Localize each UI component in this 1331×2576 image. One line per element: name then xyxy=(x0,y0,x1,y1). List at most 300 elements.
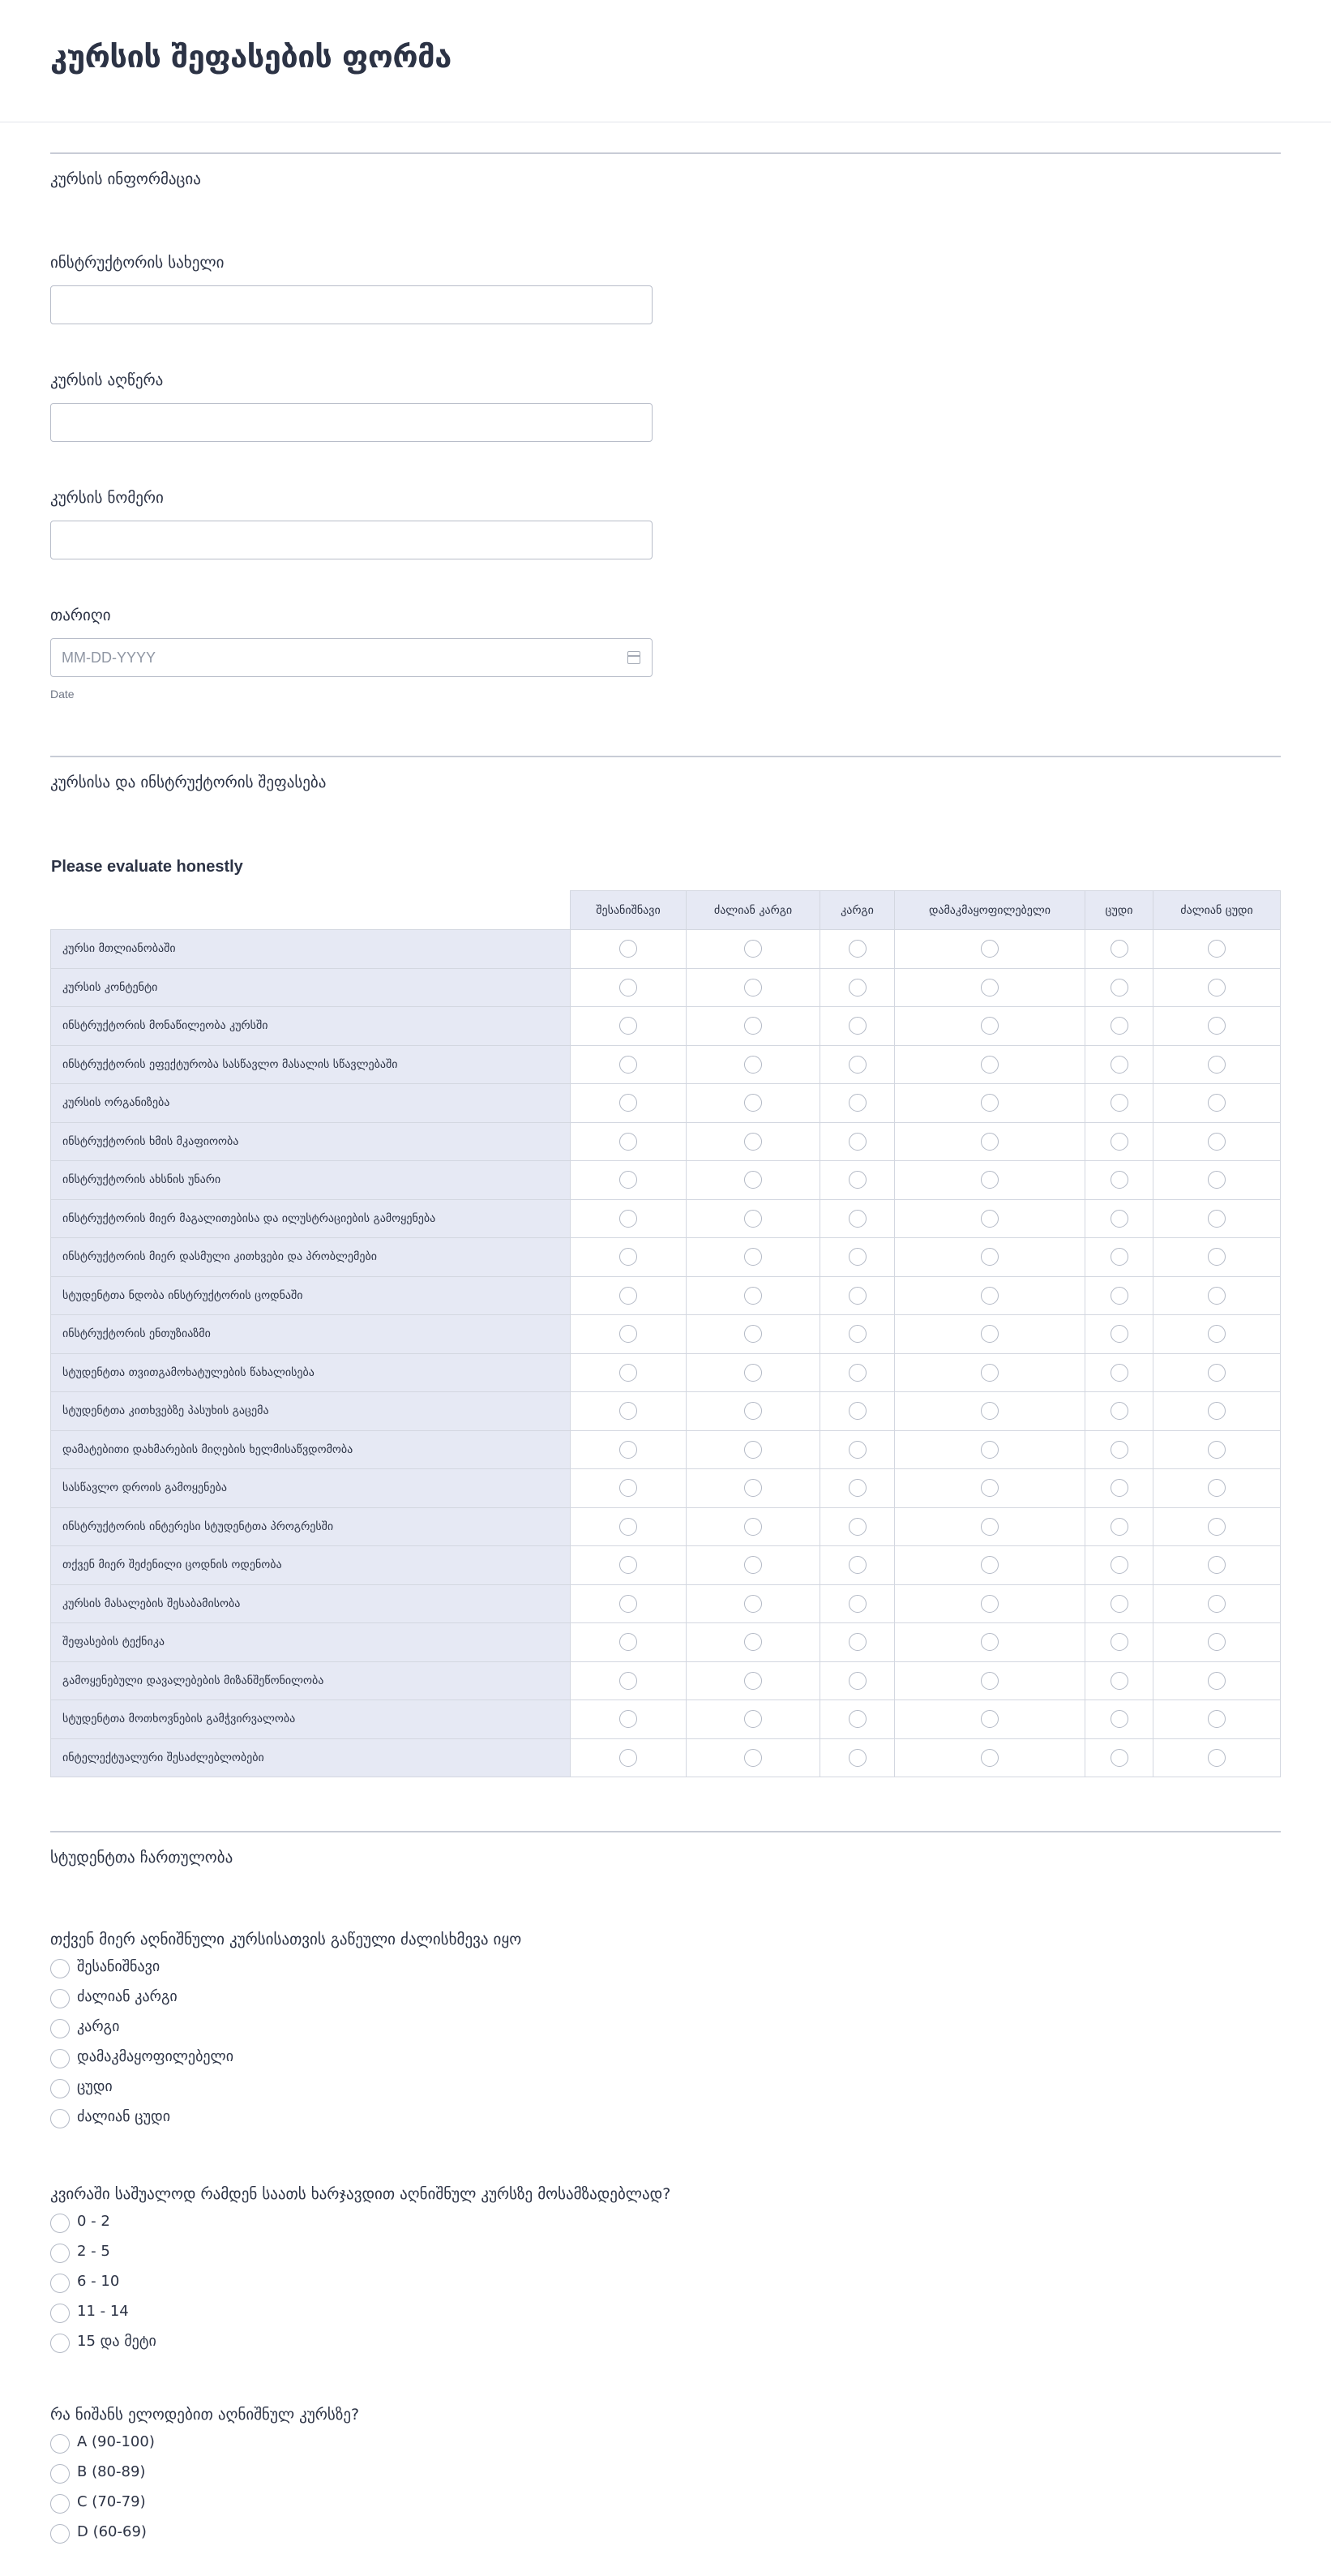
matrix-radio-button[interactable] xyxy=(849,1017,867,1035)
matrix-cell xyxy=(820,1584,895,1623)
matrix-radio-button[interactable] xyxy=(981,1518,999,1536)
matrix-radio-button[interactable] xyxy=(981,1441,999,1459)
matrix-column-header: ძალიან ცუდი xyxy=(1153,891,1281,930)
matrix-radio-button[interactable] xyxy=(981,1171,999,1189)
radio-option[interactable] xyxy=(50,2107,521,2137)
matrix-radio-button[interactable] xyxy=(744,1518,762,1536)
radio-button[interactable] xyxy=(50,2304,70,2323)
matrix-radio-button[interactable] xyxy=(981,1633,999,1651)
matrix-cell xyxy=(687,1045,820,1084)
matrix-cell xyxy=(1153,1007,1281,1046)
matrix-radio-button[interactable] xyxy=(849,1518,867,1536)
matrix-radio-button[interactable] xyxy=(744,1633,762,1651)
radio-option-label[interactable]: 2 - 5 xyxy=(77,2243,110,2260)
matrix-radio-button[interactable] xyxy=(981,1364,999,1382)
matrix-radio-button[interactable] xyxy=(1111,1518,1128,1536)
matrix-cell xyxy=(687,930,820,969)
matrix-cell xyxy=(571,1661,687,1700)
matrix-row-label: ინსტრუქტორის მიერ დასმული კითხვები და პრობლემები xyxy=(51,1238,571,1277)
matrix-row-label: ინსტრუქტორის ახსნის უნარი xyxy=(51,1161,571,1200)
matrix-cell xyxy=(687,1007,820,1046)
matrix-cell xyxy=(1085,1546,1153,1585)
matrix-row xyxy=(51,1007,1281,1046)
matrix-radio-button[interactable] xyxy=(619,1595,637,1613)
matrix-radio-button[interactable] xyxy=(981,979,999,997)
matrix-radio-button[interactable] xyxy=(619,1633,637,1651)
matrix-row xyxy=(51,1199,1281,1238)
matrix-cell xyxy=(571,968,687,1007)
matrix-radio-button[interactable] xyxy=(849,1441,867,1459)
matrix-cell xyxy=(1085,1700,1153,1739)
matrix-row-label: ინსტრუქტორის ენთუზიაზმი xyxy=(51,1315,571,1354)
matrix-radio-button[interactable] xyxy=(1111,1595,1128,1613)
matrix-column-header: შესანიშნავი xyxy=(571,891,687,930)
matrix-cell xyxy=(1153,1238,1281,1277)
matrix-radio-button[interactable] xyxy=(619,1287,637,1305)
matrix-cell xyxy=(895,1392,1085,1431)
matrix-cell xyxy=(1153,1661,1281,1700)
radio-option-label[interactable]: 11 - 14 xyxy=(77,2303,129,2320)
matrix-radio-button[interactable] xyxy=(619,979,637,997)
matrix-cell xyxy=(687,1392,820,1431)
matrix-row xyxy=(51,1584,1281,1623)
radio-button[interactable] xyxy=(50,2464,70,2484)
radio-button[interactable] xyxy=(50,2274,70,2293)
radio-button[interactable] xyxy=(50,1959,70,1978)
matrix-radio-button[interactable] xyxy=(1208,1402,1226,1420)
matrix-radio-button[interactable] xyxy=(849,979,867,997)
matrix-row xyxy=(51,1276,1281,1315)
matrix-cell xyxy=(820,1661,895,1700)
matrix-cell xyxy=(820,1238,895,1277)
matrix-row xyxy=(51,1084,1281,1123)
matrix-radio-button[interactable] xyxy=(981,1133,999,1151)
matrix-radio-button[interactable] xyxy=(849,1364,867,1382)
radio-option-label[interactable]: შესანიშნავი xyxy=(77,1958,160,1975)
radio-option-label[interactable]: C (70-79) xyxy=(77,2493,146,2510)
radio-button[interactable] xyxy=(50,2214,70,2233)
matrix-radio-button[interactable] xyxy=(849,1133,867,1151)
matrix-radio-button[interactable] xyxy=(981,940,999,958)
matrix-cell xyxy=(687,1623,820,1662)
matrix-radio-button[interactable] xyxy=(849,1710,867,1728)
matrix-cell xyxy=(1085,930,1153,969)
matrix-radio-button[interactable] xyxy=(619,1094,637,1112)
matrix-radio-button[interactable] xyxy=(849,1556,867,1574)
matrix-radio-button[interactable] xyxy=(744,1441,762,1459)
radio-button[interactable] xyxy=(50,2524,70,2544)
matrix-cell xyxy=(1153,1392,1281,1431)
matrix-cell xyxy=(571,1469,687,1508)
matrix-radio-button[interactable] xyxy=(849,1056,867,1074)
matrix-radio-button[interactable] xyxy=(1208,1518,1226,1536)
matrix-radio-button[interactable] xyxy=(744,1056,762,1074)
option-list xyxy=(50,1957,521,2137)
radio-button[interactable] xyxy=(50,2049,70,2068)
matrix-cell xyxy=(820,1392,895,1431)
matrix-cell xyxy=(687,1122,820,1161)
matrix-cell xyxy=(1085,1199,1153,1238)
matrix-radio-button[interactable] xyxy=(744,1133,762,1151)
matrix-cell xyxy=(687,1276,820,1315)
matrix-cell xyxy=(820,1315,895,1354)
matrix-radio-button[interactable] xyxy=(1111,1710,1128,1728)
matrix-cell xyxy=(895,1623,1085,1662)
radio-option-label[interactable]: ძალიან კარგი xyxy=(77,1988,178,2005)
matrix-radio-button[interactable] xyxy=(1111,1133,1128,1151)
matrix-radio-button[interactable] xyxy=(744,1248,762,1266)
matrix-radio-button[interactable] xyxy=(744,1364,762,1382)
matrix-radio-button[interactable] xyxy=(1208,1094,1226,1112)
radio-option[interactable] xyxy=(50,1987,521,2017)
matrix-cell xyxy=(1085,1007,1153,1046)
matrix-radio-button[interactable] xyxy=(1111,1441,1128,1459)
matrix-radio-button[interactable] xyxy=(744,1402,762,1420)
matrix-radio-button[interactable] xyxy=(1208,1556,1226,1574)
matrix-cell xyxy=(687,1700,820,1739)
question-label: კვირაში საშუალოდ რამდენ საათს ხარჯავდით აღნიშნულ კურსზე მოსამზადებლად? xyxy=(50,2185,671,2203)
course-number-input[interactable] xyxy=(50,521,653,559)
matrix-radio-button[interactable] xyxy=(1208,1056,1226,1074)
matrix-cell xyxy=(1153,1430,1281,1469)
matrix-cell xyxy=(1153,1700,1281,1739)
radio-option-label[interactable]: ძალიან ცუდი xyxy=(77,2108,171,2125)
matrix-radio-button[interactable] xyxy=(1208,1364,1226,1382)
matrix-radio-button[interactable] xyxy=(1111,1749,1128,1767)
question-label: თქვენ მიერ აღნიშნული კურსისათვის გაწეული ძალისხმევა იყო xyxy=(50,1931,522,1948)
radio-option[interactable] xyxy=(50,2241,670,2271)
radio-option[interactable] xyxy=(50,2432,359,2462)
matrix-radio-button[interactable] xyxy=(1208,1672,1226,1690)
matrix-radio-button[interactable] xyxy=(1208,1248,1226,1266)
matrix-radio-button[interactable] xyxy=(1208,1210,1226,1228)
matrix-radio-button[interactable] xyxy=(744,940,762,958)
matrix-cell xyxy=(1153,1507,1281,1546)
matrix-radio-button[interactable] xyxy=(1208,1325,1226,1343)
radio-button[interactable] xyxy=(50,1989,70,2008)
matrix-radio-button[interactable] xyxy=(849,1094,867,1112)
matrix-cell xyxy=(687,1430,820,1469)
matrix-cell xyxy=(571,1700,687,1739)
radio-option-label[interactable]: D (60-69) xyxy=(77,2523,147,2540)
matrix-row-label: კურსი მთლიანობაში xyxy=(51,930,571,969)
question-hours xyxy=(50,2185,670,2361)
matrix-radio-button[interactable] xyxy=(981,1556,999,1574)
matrix-cell xyxy=(895,1584,1085,1623)
matrix-radio-button[interactable] xyxy=(1208,979,1226,997)
matrix-radio-button[interactable] xyxy=(744,1749,762,1767)
matrix-radio-button[interactable] xyxy=(744,1595,762,1613)
question-label: რა ნიშანს ელოდებით აღნიშნულ კურსზე? xyxy=(50,2406,360,2424)
matrix-cell xyxy=(571,1045,687,1084)
matrix-radio-button[interactable] xyxy=(744,1210,762,1228)
matrix-cell xyxy=(1153,1546,1281,1585)
matrix-radio-button[interactable] xyxy=(1111,1325,1128,1343)
field-label: თარიღი xyxy=(50,606,111,624)
radio-option-label[interactable]: A (90-100) xyxy=(77,2433,155,2450)
radio-option[interactable] xyxy=(50,2211,670,2241)
matrix-radio-button[interactable] xyxy=(1111,1017,1128,1035)
matrix-radio-button[interactable] xyxy=(744,1672,762,1690)
matrix-radio-button[interactable] xyxy=(744,1171,762,1189)
matrix-radio-button[interactable] xyxy=(1208,1633,1226,1651)
matrix-radio-button[interactable] xyxy=(1111,1633,1128,1651)
matrix-radio-button[interactable] xyxy=(619,1479,637,1497)
matrix-radio-button[interactable] xyxy=(619,1710,637,1728)
matrix-cell xyxy=(1153,968,1281,1007)
matrix-radio-button[interactable] xyxy=(981,1017,999,1035)
matrix-radio-button[interactable] xyxy=(619,1248,637,1266)
matrix-radio-button[interactable] xyxy=(619,1518,637,1536)
matrix-radio-button[interactable] xyxy=(849,1402,867,1420)
matrix-radio-button[interactable] xyxy=(981,1325,999,1343)
matrix-radio-button[interactable] xyxy=(1111,1364,1128,1382)
rating-matrix-wrap xyxy=(50,890,1281,1780)
matrix-radio-button[interactable] xyxy=(744,979,762,997)
matrix-radio-button[interactable] xyxy=(981,1595,999,1613)
matrix-cell xyxy=(820,1084,895,1123)
matrix-radio-button[interactable] xyxy=(619,1402,637,1420)
matrix-row-label: კურსის მასალების შესაბამისობა xyxy=(51,1584,571,1623)
matrix-radio-button[interactable] xyxy=(619,1672,637,1690)
matrix-cell xyxy=(820,930,895,969)
matrix-radio-button[interactable] xyxy=(1208,1133,1226,1151)
matrix-radio-button[interactable] xyxy=(1208,1710,1226,1728)
radio-button[interactable] xyxy=(50,2079,70,2098)
matrix-radio-button[interactable] xyxy=(744,1094,762,1112)
radio-option[interactable] xyxy=(50,2077,521,2107)
matrix-radio-button[interactable] xyxy=(981,1094,999,1112)
matrix-cell xyxy=(687,1353,820,1392)
radio-option[interactable] xyxy=(50,2301,670,2331)
rating-matrix xyxy=(50,890,1281,1777)
field-instructor-name xyxy=(50,254,653,324)
radio-option-label[interactable]: B (80-89) xyxy=(77,2463,146,2480)
matrix-radio-button[interactable] xyxy=(849,1479,867,1497)
matrix-row xyxy=(51,1700,1281,1739)
matrix-cell xyxy=(895,1738,1085,1777)
matrix-cell xyxy=(1153,1315,1281,1354)
matrix-cell xyxy=(687,1584,820,1623)
matrix-cell xyxy=(895,1007,1085,1046)
matrix-cell xyxy=(895,930,1085,969)
matrix-cell xyxy=(895,1315,1085,1354)
matrix-radio-button[interactable] xyxy=(981,1710,999,1728)
matrix-radio-button[interactable] xyxy=(1111,1556,1128,1574)
matrix-radio-button[interactable] xyxy=(1111,1248,1128,1266)
radio-option[interactable] xyxy=(50,2271,670,2301)
radio-option[interactable] xyxy=(50,2047,521,2077)
matrix-row-label: კურსის ორგანიზება xyxy=(51,1084,571,1123)
matrix-radio-button[interactable] xyxy=(981,1248,999,1266)
matrix-radio-button[interactable] xyxy=(981,1402,999,1420)
matrix-cell xyxy=(1085,1122,1153,1161)
matrix-row-label: კურსის კონტენტი xyxy=(51,968,571,1007)
radio-option[interactable] xyxy=(50,2017,521,2047)
date-input[interactable] xyxy=(50,638,653,677)
matrix-row xyxy=(51,1430,1281,1469)
instructor-name-input[interactable] xyxy=(50,285,653,324)
matrix-cell xyxy=(1085,1276,1153,1315)
matrix-radio-button[interactable] xyxy=(744,1710,762,1728)
matrix-cell xyxy=(571,1738,687,1777)
matrix-radio-button[interactable] xyxy=(1111,1171,1128,1189)
matrix-radio-button[interactable] xyxy=(619,1441,637,1459)
field-label: კურსის აღწერა xyxy=(50,371,164,389)
matrix-radio-button[interactable] xyxy=(1208,1017,1226,1035)
matrix-radio-button[interactable] xyxy=(619,1056,637,1074)
matrix-cell xyxy=(1085,1623,1153,1662)
date-sublabel: Date xyxy=(50,688,75,701)
matrix-cell xyxy=(1085,1469,1153,1508)
matrix-radio-button[interactable] xyxy=(1111,1479,1128,1497)
radio-button[interactable] xyxy=(50,2434,70,2454)
matrix-cell xyxy=(895,1507,1085,1546)
matrix-radio-button[interactable] xyxy=(981,1479,999,1497)
matrix-radio-button[interactable] xyxy=(981,1056,999,1074)
matrix-cell xyxy=(687,1661,820,1700)
matrix-radio-button[interactable] xyxy=(981,1672,999,1690)
matrix-cell xyxy=(571,1007,687,1046)
matrix-radio-button[interactable] xyxy=(849,1325,867,1343)
matrix-row-label: ინსტრუქტორის ხმის მკაფიოობა xyxy=(51,1122,571,1161)
matrix-radio-button[interactable] xyxy=(1208,940,1226,958)
matrix-row-label: ინსტრუქტორის მონაწილეობა კურსში xyxy=(51,1007,571,1046)
matrix-cell xyxy=(895,1045,1085,1084)
matrix-row-label: დამატებითი დახმარების მიღების ხელმისაწვდომობა xyxy=(51,1430,571,1469)
radio-option-label[interactable]: კარგი xyxy=(77,2018,120,2035)
date-placeholder: MM-DD-YYYY xyxy=(62,649,156,666)
matrix-radio-button[interactable] xyxy=(1111,940,1128,958)
matrix-cell xyxy=(571,1353,687,1392)
matrix-radio-button[interactable] xyxy=(744,1479,762,1497)
matrix-cell xyxy=(1085,1238,1153,1277)
matrix-radio-button[interactable] xyxy=(1208,1595,1226,1613)
matrix-radio-button[interactable] xyxy=(1208,1287,1226,1305)
matrix-row-label: გამოყენებული დავალებების მიზანშეწონილობა xyxy=(51,1661,571,1700)
matrix-radio-button[interactable] xyxy=(619,940,637,958)
radio-button[interactable] xyxy=(50,2244,70,2263)
matrix-radio-button[interactable] xyxy=(981,1287,999,1305)
matrix-column-header: ცუდი xyxy=(1085,891,1153,930)
matrix-radio-button[interactable] xyxy=(619,1017,637,1035)
radio-option-label[interactable]: დამაკმაყოფილებელი xyxy=(77,2048,234,2065)
matrix-radio-button[interactable] xyxy=(1111,979,1128,997)
radio-option-label[interactable]: ცუდი xyxy=(77,2078,113,2095)
matrix-cell xyxy=(1085,1392,1153,1431)
section-title: სტუდენტთა ჩართულობა xyxy=(50,1849,233,1867)
radio-button[interactable] xyxy=(50,2019,70,2038)
radio-button[interactable] xyxy=(50,2109,70,2128)
radio-option[interactable] xyxy=(50,2331,670,2361)
radio-option[interactable] xyxy=(50,2522,359,2552)
matrix-radio-button[interactable] xyxy=(619,1133,637,1151)
section-evaluation xyxy=(50,756,1281,791)
matrix-radio-button[interactable] xyxy=(849,1171,867,1189)
matrix-radio-button[interactable] xyxy=(1208,1441,1226,1459)
matrix-radio-button[interactable] xyxy=(619,1325,637,1343)
field-course-number xyxy=(50,489,653,559)
matrix-radio-button[interactable] xyxy=(744,1287,762,1305)
matrix-row-label: ინსტრუქტორის მიერ მაგალითებისა და ილუსტრაციების გამოყენება xyxy=(51,1199,571,1238)
matrix-radio-button[interactable] xyxy=(981,1210,999,1228)
matrix-radio-button[interactable] xyxy=(849,1749,867,1767)
matrix-radio-button[interactable] xyxy=(619,1171,637,1189)
matrix-caption: Please evaluate honestly xyxy=(51,858,243,876)
radio-button[interactable] xyxy=(50,2334,70,2353)
section-title: კურსისა და ინსტრუქტორის შეფასება xyxy=(50,774,327,791)
radio-option[interactable] xyxy=(50,2492,359,2522)
matrix-row-label: სასწავლო დროის გამოყენება xyxy=(51,1469,571,1508)
matrix-cell xyxy=(571,1315,687,1354)
radio-option-label[interactable]: 6 - 10 xyxy=(77,2273,120,2290)
calendar-icon[interactable] xyxy=(627,651,640,664)
matrix-cell xyxy=(1153,1584,1281,1623)
matrix-radio-button[interactable] xyxy=(619,1364,637,1382)
matrix-cell xyxy=(895,1161,1085,1200)
matrix-radio-button[interactable] xyxy=(849,940,867,958)
matrix-radio-button[interactable] xyxy=(744,1017,762,1035)
matrix-radio-button[interactable] xyxy=(1111,1672,1128,1690)
matrix-radio-button[interactable] xyxy=(744,1556,762,1574)
matrix-cell xyxy=(820,1161,895,1200)
matrix-cell xyxy=(571,1430,687,1469)
matrix-cell xyxy=(571,1122,687,1161)
matrix-radio-button[interactable] xyxy=(744,1325,762,1343)
matrix-radio-button[interactable] xyxy=(849,1248,867,1266)
radio-option-label[interactable]: 15 და მეტი xyxy=(77,2333,156,2350)
radio-button[interactable] xyxy=(50,2494,70,2514)
field-date xyxy=(50,606,653,701)
matrix-radio-button[interactable] xyxy=(1111,1094,1128,1112)
course-description-input[interactable] xyxy=(50,403,653,442)
matrix-row-label: თქვენ მიერ შეძენილი ცოდნის ოდენობა xyxy=(51,1546,571,1585)
matrix-radio-button[interactable] xyxy=(619,1556,637,1574)
matrix-radio-button[interactable] xyxy=(619,1210,637,1228)
matrix-radio-button[interactable] xyxy=(849,1633,867,1651)
field-label: ინსტრუქტორის სახელი xyxy=(50,254,225,272)
radio-option[interactable] xyxy=(50,2462,359,2492)
matrix-radio-button[interactable] xyxy=(1111,1056,1128,1074)
radio-option[interactable] xyxy=(50,1957,521,1987)
matrix-row-label: სტუდენტთა კითხვებზე პასუხის გაცემა xyxy=(51,1392,571,1431)
matrix-radio-button[interactable] xyxy=(619,1749,637,1767)
matrix-radio-button[interactable] xyxy=(849,1287,867,1305)
matrix-radio-button[interactable] xyxy=(1111,1210,1128,1228)
matrix-radio-button[interactable] xyxy=(1111,1287,1128,1305)
matrix-radio-button[interactable] xyxy=(1208,1749,1226,1767)
matrix-cell xyxy=(571,1199,687,1238)
radio-option-label[interactable]: 0 - 2 xyxy=(77,2213,110,2230)
matrix-cell xyxy=(895,1353,1085,1392)
matrix-radio-button[interactable] xyxy=(1208,1479,1226,1497)
matrix-cell xyxy=(895,1276,1085,1315)
matrix-row xyxy=(51,1315,1281,1354)
matrix-cell xyxy=(895,1238,1085,1277)
field-course-description xyxy=(50,371,653,442)
matrix-radio-button[interactable] xyxy=(849,1210,867,1228)
matrix-radio-button[interactable] xyxy=(849,1595,867,1613)
matrix-radio-button[interactable] xyxy=(1208,1171,1226,1189)
matrix-cell xyxy=(820,1353,895,1392)
matrix-row-label: სტუდენტთა თვითგამოხატულების წახალისება xyxy=(51,1353,571,1392)
matrix-cell xyxy=(571,1507,687,1546)
matrix-radio-button[interactable] xyxy=(1111,1402,1128,1420)
matrix-radio-button[interactable] xyxy=(849,1672,867,1690)
matrix-row xyxy=(51,1507,1281,1546)
matrix-cell xyxy=(687,1546,820,1585)
matrix-radio-button[interactable] xyxy=(981,1749,999,1767)
